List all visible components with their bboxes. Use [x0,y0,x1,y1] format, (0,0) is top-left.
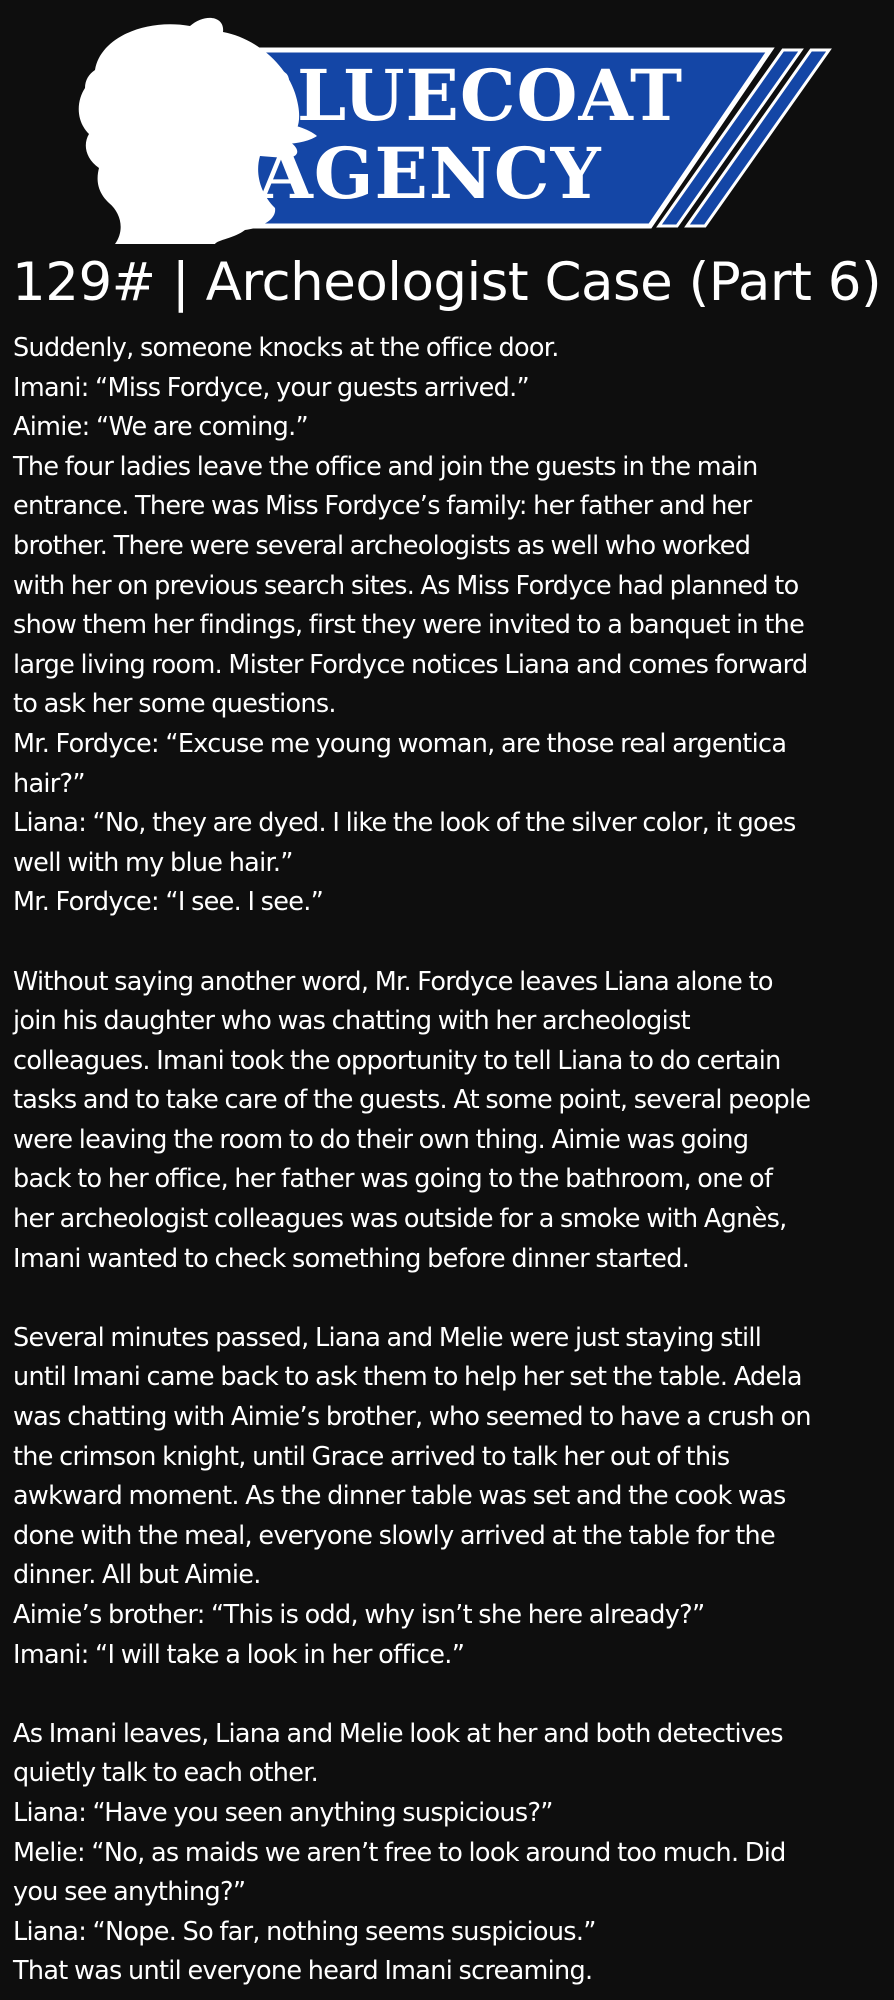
story-line: Mr. Fordyce: “Excuse me young woman, are those real argentica [13,728,787,759]
story-line: Melie: “No, as maids we aren’t free to look around too much. Did [13,1837,786,1868]
logo-graphic [55,8,845,248]
story-line: Liana: “No, they are dyed. I like the look of the silver color, it goes [13,808,796,839]
story-line: show them her findings, first they were invited to a banquet in the [13,610,805,641]
page-title: 129# | Archeologist Case (Part 6) [12,252,882,313]
story-line: Several minutes passed, Liana and Melie were just staying still [13,1322,762,1353]
story-line: large living room. Mister Fordyce notices Liana and comes forward [13,649,808,680]
logo-text-line2: AGENCY [258,132,602,215]
story-line: to ask her some questions. [13,689,336,720]
story-line: done with the meal, everyone slowly arrived at the table for the [13,1520,775,1551]
story-line: Mr. Fordyce: “I see. I see.” [13,887,324,918]
story-line: back to her office, her father was going to the bathroom, one of [13,1164,773,1195]
story-line: Imani: “Miss Fordyce, your guests arrived.” [13,372,530,403]
story-line: was chatting with Aimie’s brother, who seemed to have a crush on [13,1402,811,1433]
story-text [13,329,891,1992]
story-line: Suddenly, someone knocks at the office door. [13,333,559,363]
story-line: Imani: “I will take a look in her office.” [13,1639,465,1670]
story-line: brother. There were several archeologists as well who worked [13,530,751,561]
story-line: you see anything?” [13,1877,246,1908]
story-line: Aimie: “We are coming.” [13,412,309,443]
story-line: colleagues. Imani took the opportunity to tell Liana to do certain [13,1045,781,1076]
story-line: That was until everyone heard Imani screaming. [13,1956,593,1987]
story-line: until Imani came back to ask them to help her set the table. Adela [13,1362,802,1393]
story-line: well with my blue hair.” [13,847,293,878]
story-line: tasks and to take care of the guests. At some point, several people [13,1085,811,1116]
story-line: Imani wanted to check something before dinner started. [13,1243,690,1274]
story-line: the crimson knight, until Grace arrived to talk her out of this [13,1441,730,1472]
story-line: were leaving the room to do their own thing. Aimie was going [13,1124,749,1155]
story-line: her archeologist colleagues was outside for a smoke with Agnès, [13,1204,787,1235]
story-line: entrance. There was Miss Fordyce’s family: her father and her [13,491,752,522]
paragraph-break [13,923,891,963]
story-line: The four ladies leave the office and join the guests in the main [13,451,758,482]
story-line: join his daughter who was chatting with her archeologist [13,1006,690,1037]
story-line: Aimie’s brother: “This is odd, why isn’t she here already?” [13,1600,705,1630]
story-line: with her on previous search sites. As Miss Fordyce had planned to [13,570,799,601]
story-line: Without saying another word, Mr. Fordyce leaves Liana alone to [13,966,773,997]
story-line: awkward moment. As the dinner table was set and the cook was [13,1481,786,1512]
story-line: Liana: “Have you seen anything suspicious?” [13,1797,553,1828]
story-line: As Imani leaves, Liana and Melie look at her and both detectives [13,1718,783,1749]
agency-logo [55,8,845,248]
paragraph-break [13,1279,891,1319]
story-line: hair?” [13,768,85,799]
paragraph-break [13,1675,891,1715]
story-line: dinner. All but Aimie. [13,1560,261,1591]
story-line: Liana: “Nope. So far, nothing seems suspicious.” [13,1916,596,1947]
logo-text-line1: BLUECOAT [236,54,684,137]
story-line: quietly talk to each other. [13,1758,319,1789]
